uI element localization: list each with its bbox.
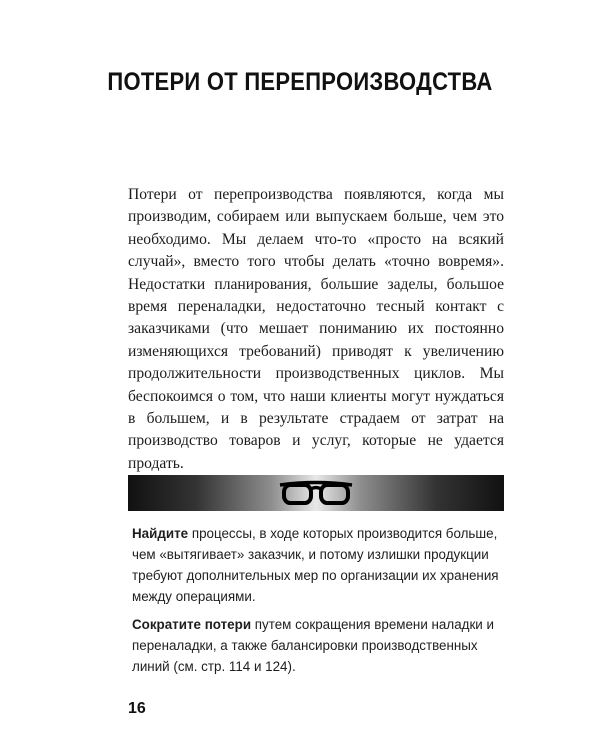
tip-find — [132, 523, 502, 607]
tip-reduce — [132, 614, 502, 677]
page-number: 16 — [128, 700, 146, 717]
tip-reduce-text: путем сокращения времени наладки и переналадки, а также балансировки производственных линий (см. стр. 114 и 124). — [132, 617, 494, 674]
tip-reduce-keyword: Сократите потери — [132, 617, 252, 632]
main-paragraph — [128, 184, 504, 475]
tip-find-keyword: Найдите — [132, 526, 189, 541]
page-title: ПОТЕРИ ОТ ПЕРЕПРОИЗВОДСТВА — [107, 68, 493, 96]
glasses-icon — [278, 479, 354, 507]
tip-find-text: процессы, в ходе которых производится больше, чем «вытягивает» заказчик, и потому излишки продукции требуют дополнительных мер по организации их хранения между операциями. — [132, 526, 499, 604]
main-paragraph-text: Потери от перепроизводства появляются, когда мы производим, собираем или выпускаем больше, чем это необходимо. Мы делаем что-то «просто на всякий случай», вместо того чтобы делать «точно вовремя». Недостатки планирования, большие заделы, большое время переналадки, недостаточно тесный контакт с заказчиками (что мешает пониманию их постоянно изменяющихся требований) приводят к увеличению продолжительности производственных циклов. Мы беспокоимся о том, что наши клиенты могут нуждаться в большем, и в результате страдаем от затрат на производство товаров и услуг, которые не удается продать. — [128, 186, 504, 472]
